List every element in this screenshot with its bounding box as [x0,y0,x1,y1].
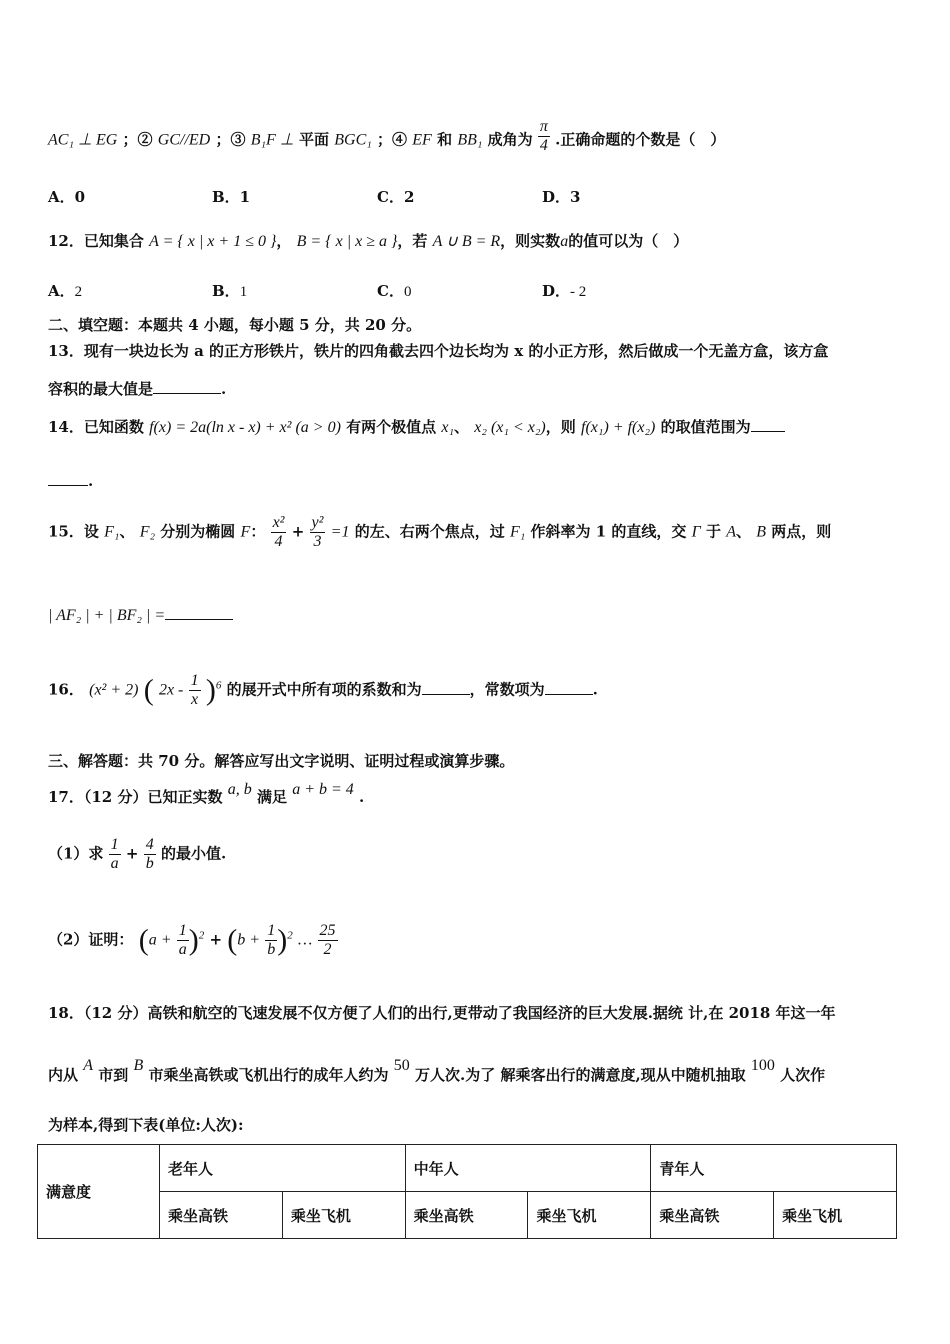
q11-option-d[interactable]: D．3 [542,188,581,206]
q13-line1: 13．现有一块边长为 a 的正方形铁片，铁片的四角截去四个边长均为 x 的小正方形，然后做成一个无盖方盒，该方盒 [48,342,829,360]
right-paren: ) [188,923,199,957]
q12-option-d[interactable]: D．- 2 [542,282,587,300]
q15-answer-blank[interactable] [165,619,233,620]
pi-over-4: $\frac{\pi}{4}$ [539,118,548,154]
q12-option-c[interactable]: C．0 [377,282,412,300]
section-3-heading: 三、解答题：共 70 分。解答应写出文字说明、证明过程或演算步骤。 [48,752,515,770]
x2-over-4: $\frac{\text{x²}}{4}$ [272,514,285,550]
q14-line2: . [48,472,902,490]
section-2-heading: 二、填空题：本题共 4 小题，每小题 5 分，共 20 分。 [48,316,422,334]
table-sub-header: 乘坐飞机 [774,1192,897,1239]
left-paren: ( [138,923,149,957]
one-over-a: $\frac{1}{a}$ [110,836,119,872]
table-sub-header: 乘坐飞机 [282,1192,405,1239]
q18-line3: 为样本,得到下表(单位:人次): [48,1116,244,1134]
table-sub-header: 乘坐高铁 [160,1192,283,1239]
q11-option-c[interactable]: C．2 [377,188,415,206]
q18-line2: 内从 A 市到 B 市乘坐高铁或飞机出行的成年人约为 50 万人次.为了 解乘客出行的满意度,现从中随机抽取 100 人次作 [48,1057,826,1084]
q13-line2: 容积的最大值是 . [48,380,227,398]
left-paren: ( [143,673,154,707]
q11-statements: AC₁ ⊥ EG ；② GC//ED ；③ B₁F ⊥ 平面 BGC₁ ；④ EF 和 BB₁ 成角为 $\frac{\pi}{4}$ .正确命题的个数是（ ） [48,118,726,154]
q12-stem: 12．已知集合 A = { x | x + 1 ≤ 0 }， B = { x | x ≥ a }，若 A ∪ B = R，则实数a的值可以为（ ） [48,232,689,250]
table-sub-header: 乘坐高铁 [405,1192,528,1239]
q17-stem: 17．（12 分）已知正实数 a, b 满足 a + b = 4 . [48,781,365,806]
right-paren: ) [205,673,216,707]
table-sub-header: 乘坐高铁 [651,1192,774,1239]
q15-stem: 15．设 F₁、 F₂ 分别为椭圆 F： $\frac{\text{x²}}{4}$ + $\frac{\text{y²}}{3}$ =1 的左、右两个焦点，过 F₁ 作斜率为 1 的直线，交 Γ 于 A、 B 两点，则 [48,514,832,550]
y2-over-3: $\frac{\text{y²}}{3}$ [311,514,324,550]
table-sub-header: 乘坐飞机 [528,1192,651,1239]
table-row [38,1145,897,1192]
q14-answer-blank-b[interactable] [48,485,88,486]
q16-answer-blank-a[interactable] [422,694,470,695]
q13-answer-blank[interactable] [153,393,221,394]
q12-option-b[interactable]: B．1 [212,282,248,300]
25-over-2: $\frac{25}{2}$ [319,922,336,958]
right-paren: ) [277,923,288,957]
satisfaction-table [37,1144,897,1239]
table-corner-cell: 满意度 [38,1145,160,1239]
left-paren: ( [227,923,238,957]
table-group-header: 中年人 [405,1145,651,1192]
q16-stem: 16． (x² + 2) ( 2x - $\frac{1}{x}$ )$^6$ 的展开式中所有项的系数和为 ，常数项为 . [48,672,598,708]
table-group-header: 青年人 [651,1145,897,1192]
table-group-header: 老年人 [160,1145,406,1192]
q18-line1: 18．（12 分）高铁和航空的飞速发展不仅方便了人们的出行,更带动了我国经济的巨大发展.据统 计,在 2018 年这一年 [48,1004,836,1022]
q14-answer-blank-a[interactable] [751,431,785,432]
q17-part2: （2）证明： (a + $\frac{1}{a}$ )$^2$ + (b + $\frac{1}{b}$ )$^2$ … $\frac{25}{2}$ [48,922,336,958]
q16-answer-blank-b[interactable] [545,694,593,695]
q14-stem: 14．已知函数 f(x) = 2a(ln x - x) + x² (a > 0) 有两个极值点 x₁、 x₂ (x₁ < x₂)，则 f(x₁) + f(x₂) 的取值范围为 [48,416,902,437]
q15-line2: | AF₂ | + | BF₂ | = [48,606,902,625]
one-over-a-2: $\frac{1}{a}$ [178,922,187,958]
q12-option-a[interactable]: A．2 [48,282,83,300]
table-row [38,1192,897,1239]
q11-option-b[interactable]: B．1 [212,188,251,206]
four-over-b: $\frac{4}{b}$ [145,836,154,872]
q11-option-a[interactable]: A．0 [48,188,86,206]
one-over-b: $\frac{1}{b}$ [267,922,276,958]
one-over-x: $\frac{1}{x}$ [190,672,199,708]
q17-part1: （1）求 $\frac{1}{a}$ + $\frac{4}{b}$ 的最小值. [48,836,227,872]
